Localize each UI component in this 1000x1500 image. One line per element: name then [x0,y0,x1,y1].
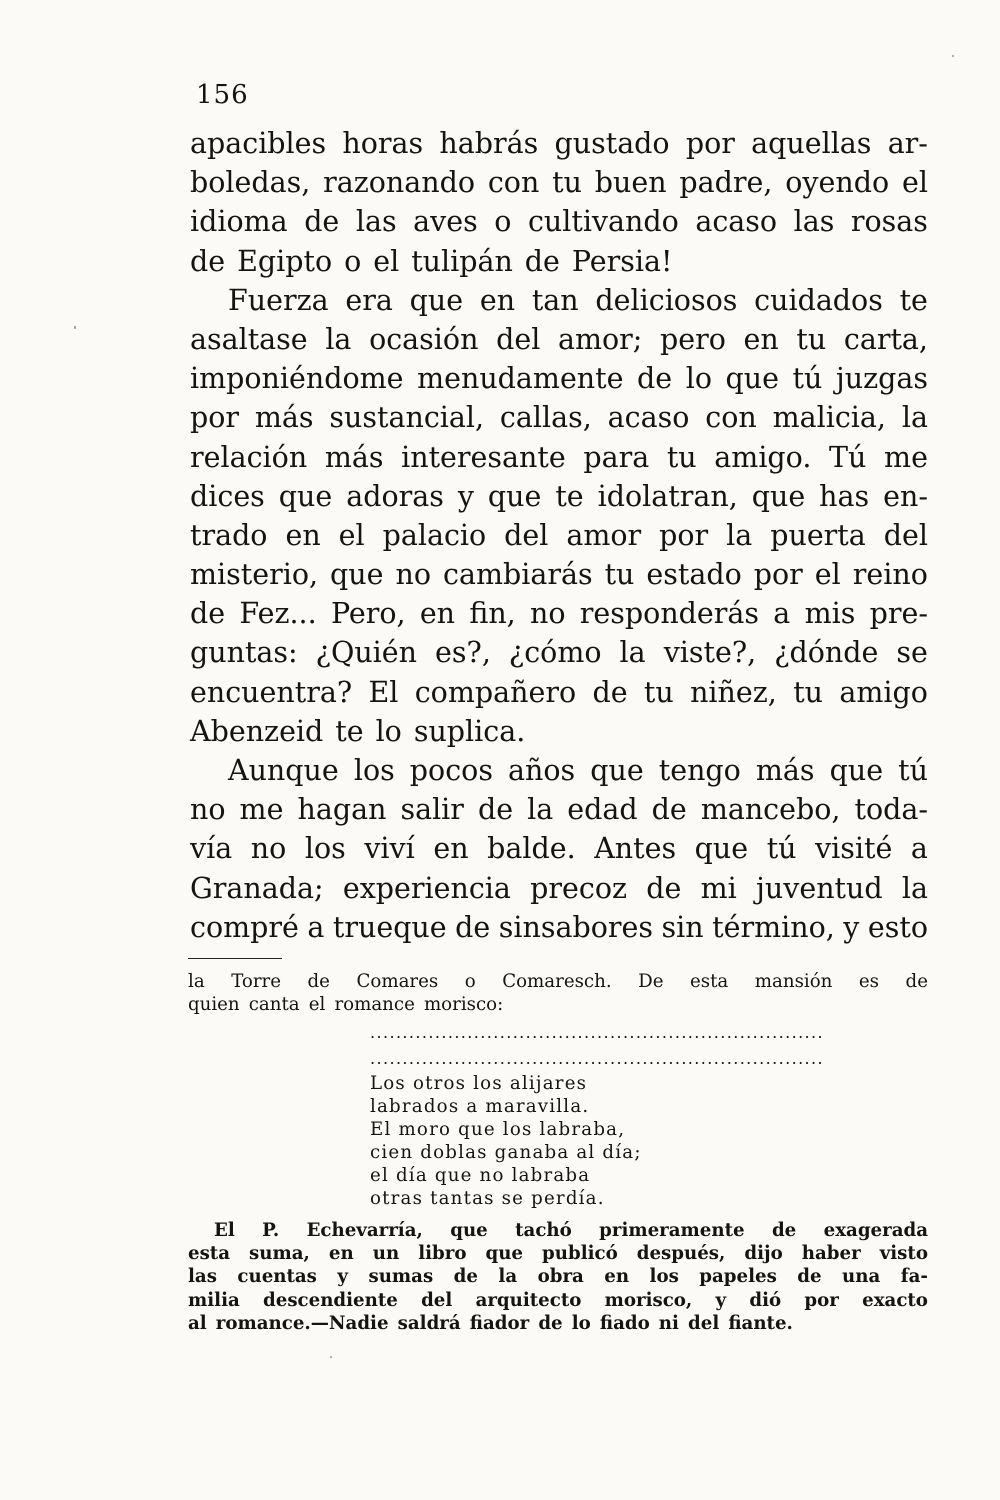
text-line: relación más interesante para tu amigo. Tú me [190,440,928,474]
text-line: vía no los viví en balde. Antes que tú visité a [190,832,928,866]
verse-line: Los otros los alijares [370,1073,588,1094]
text-line: Aunque los pocos años que tengo más que tú [228,754,928,787]
footnote-intro [188,970,928,1016]
text-line: milia descendiente del arquitecto morisco, y dió por exacto [188,1289,928,1311]
verse-line: el día que no labraba [370,1165,591,1186]
main-text [190,124,928,947]
text-line: las cuentas y sumas de la obra en los papeles de una fa- [188,1266,928,1288]
paper-speck [952,55,954,57]
text-line: idioma de las aves o cultivando acaso las rosas [190,205,928,239]
footnote-closing [188,1219,928,1335]
verse-line: labrados a maravilla. [370,1096,590,1117]
paper-speck [74,326,76,329]
verse-line: otras tantas se perdía. [370,1188,605,1209]
text-line: de Egipto o el tulipán de Persia! [190,244,673,278]
text-line: apacibles horas habrás gustado por aquellas ar- [190,127,928,160]
text-line: guntas: ¿Quién es?, ¿cómo la viste?, ¿dónde se [190,636,928,670]
text-line: quien canta el romance morisco: [188,994,504,1016]
ellipsis-line: ...................................................................... [370,1049,825,1068]
text-line: Abenzeid te lo suplica. [190,714,526,748]
text-line: Granada; experiencia precoz de mi juventud la [190,871,928,905]
text-line: compré a trueque de sinsabores sin término, y esto [190,910,928,944]
text-line: misterio, que no cambiarás tu estado por el reino [190,558,928,592]
text-line: asaltase la ocasión del amor; pero en tu carta, [190,322,928,356]
text-line: dices que adoras y que te idolatran, que has en- [190,479,928,513]
text-line: al romance.—Nadie saldrá fiador de lo fiado ni del fiante. [188,1312,793,1334]
text-line: por más sustancial, callas, acaso con malicia, la [190,401,928,435]
text-line: esta suma, en un libro que publicó después, dijo haber visto [188,1243,928,1265]
text-line: de Fez... Pero, en fin, no responderás a mis pre- [190,597,928,631]
footnote-verse [370,1020,825,1210]
text-line: trado en el palacio del amor por la puerta del [190,518,928,552]
text-line: la Torre de Comares o Comaresch. De esta mansión es de [188,971,928,992]
text-line: El P. Echevarría, que tachó primeramente de exagerada [214,1220,928,1241]
footnote-divider [188,958,282,959]
paper-speck [330,1356,332,1358]
verse-line: cien doblas ganaba al día; [370,1142,642,1163]
ellipsis-line: ...................................................................... [370,1023,825,1042]
text-line: imponiéndome menudamente de lo que tú juzgas [190,362,928,396]
text-line: boledas, razonando con tu buen padre, oyendo el [190,166,928,200]
verse-line: El moro que los labraba, [370,1119,626,1140]
text-line: Fuerza era que en tan deliciosos cuidados te [228,283,928,317]
page-number: 156 [196,80,249,110]
text-line: no me hagan salir de la edad de mancebo, toda- [190,793,928,827]
text-line: encuentra? El compañero de tu niñez, tu amigo [190,675,928,709]
